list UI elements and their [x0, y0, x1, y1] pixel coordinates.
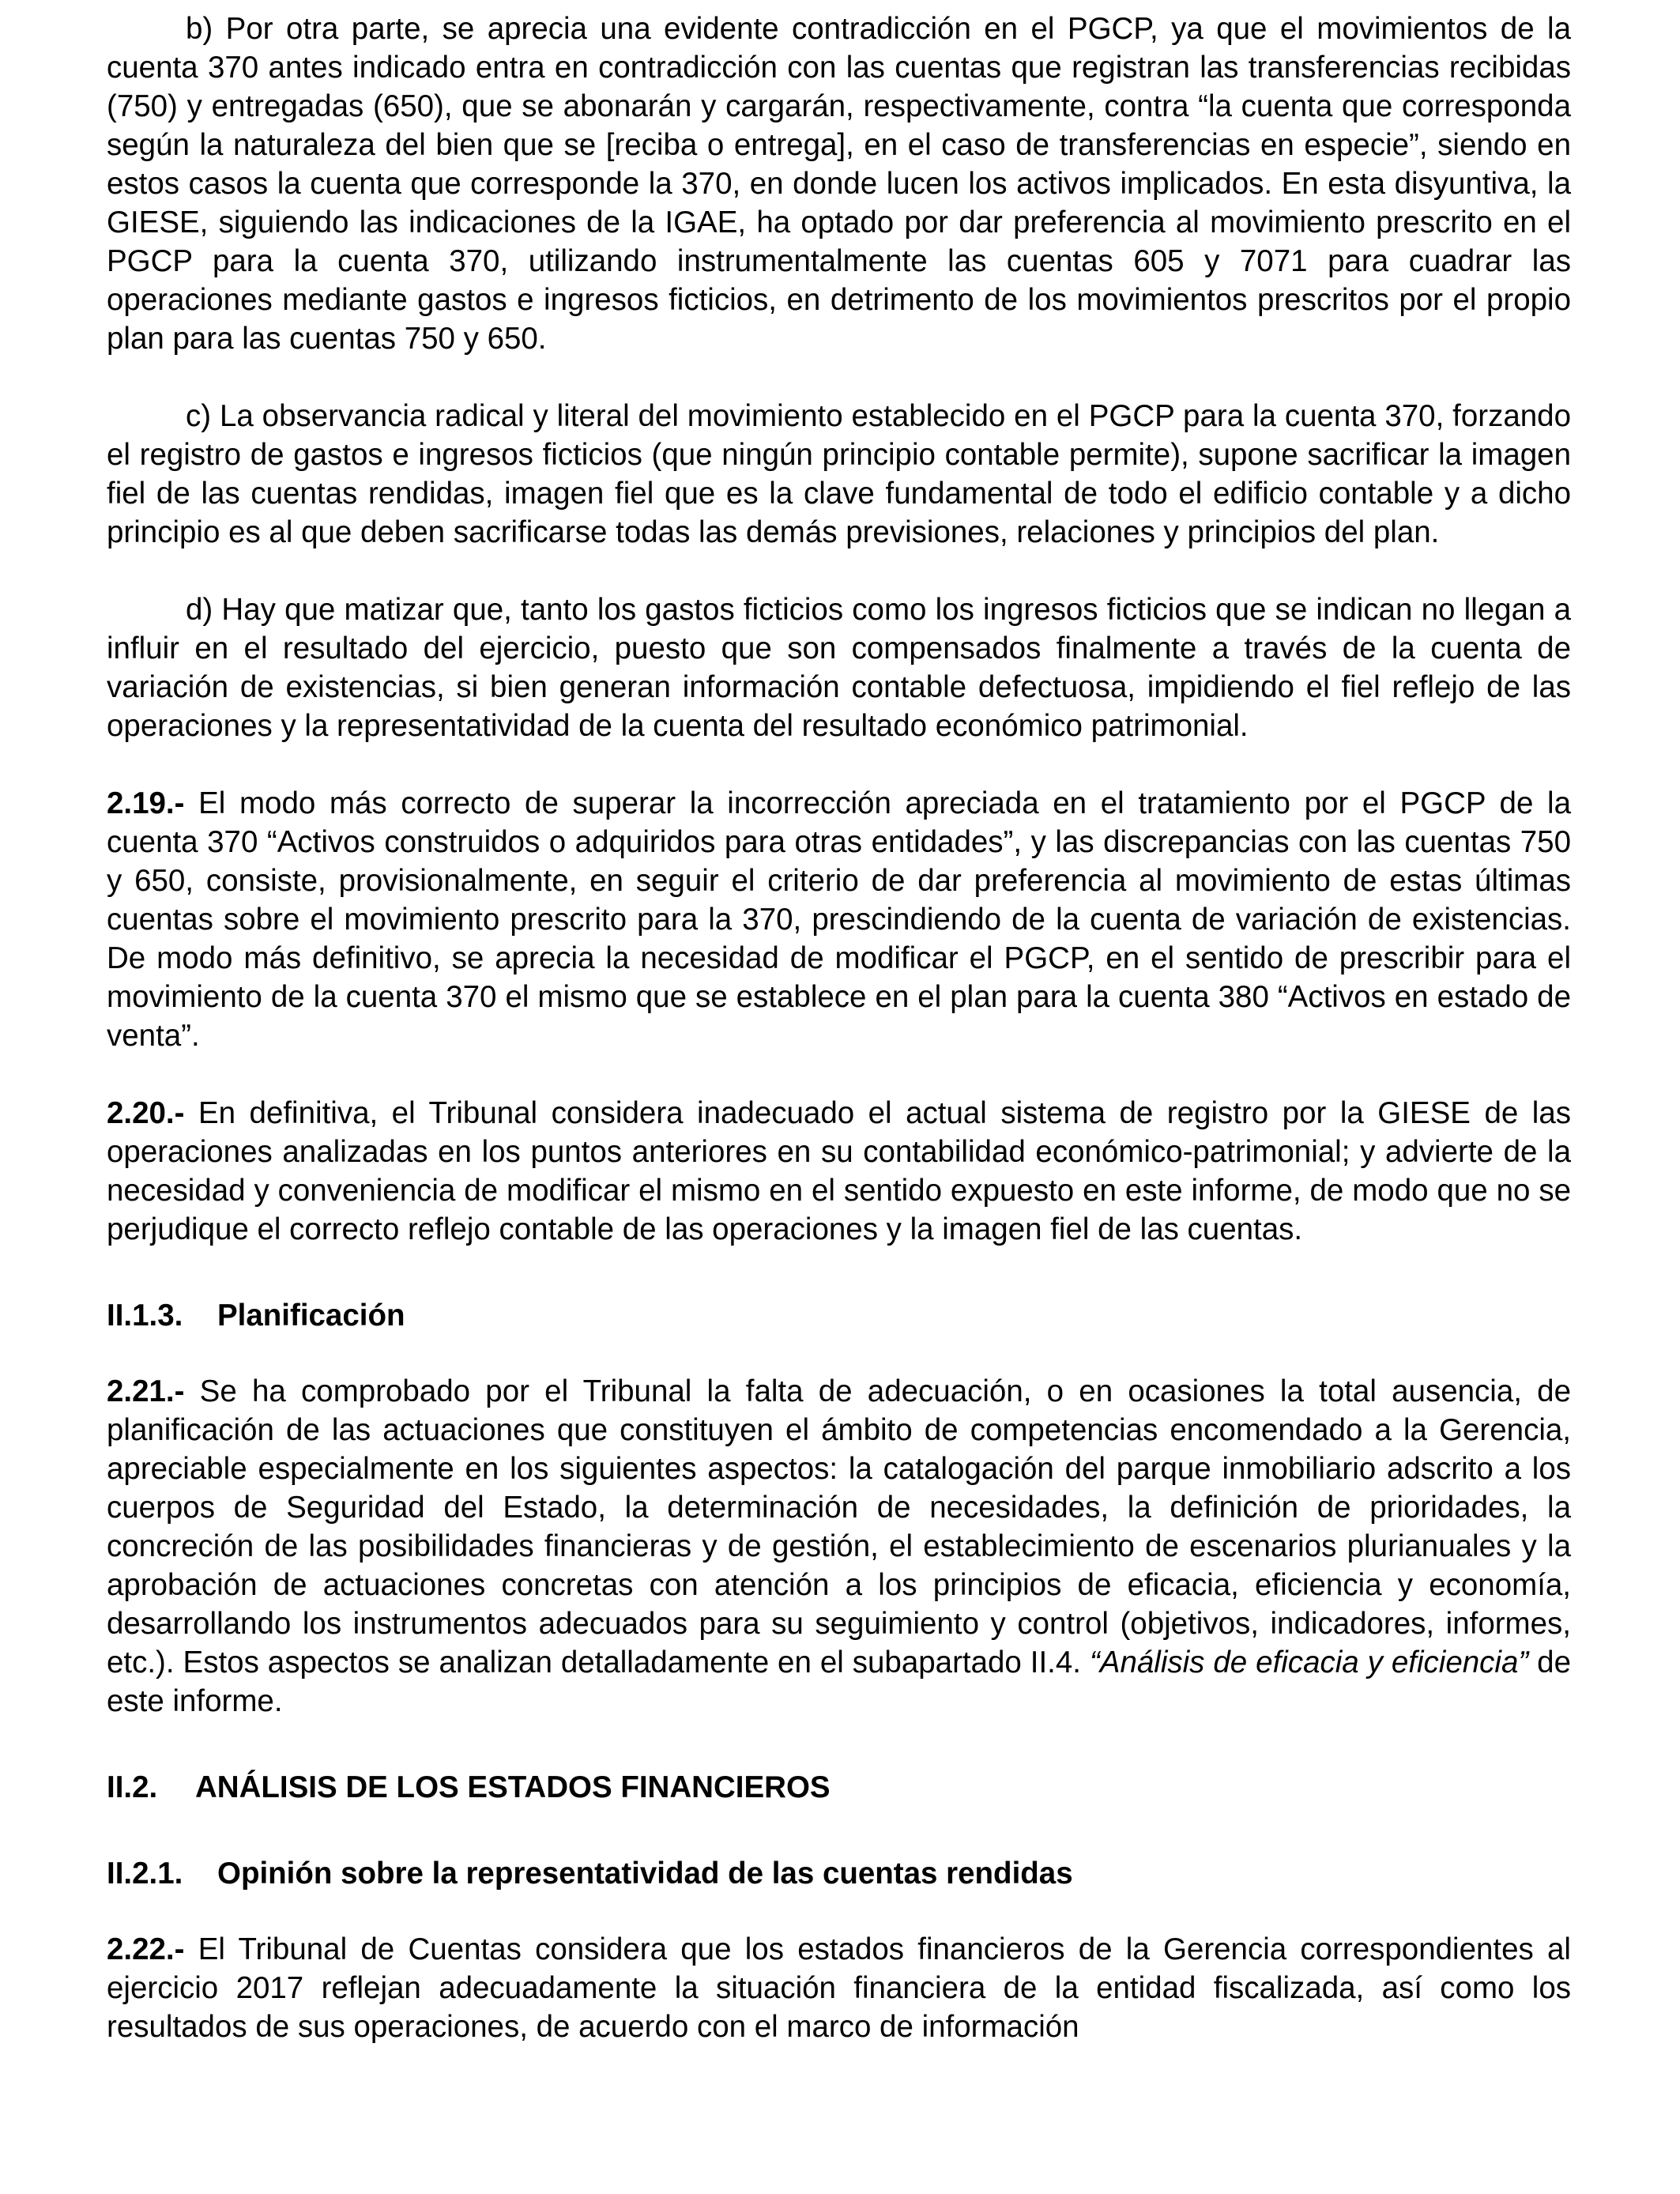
- paragraph-2-21: [107, 1372, 1571, 1721]
- paragraph-c-label: c): [186, 399, 212, 433]
- paragraph-c-text: La observancia radical y literal del movimiento establecido en el PGCP para la cuenta 370, forzando el registro de gastos e ingresos ficticios (que ningún principio contable permite), supone sacrificar la imagen fiel de las cuentas rendidas, imagen fiel que es la clave fundamental de todo el edificio contable y a dicho principio es al que deben sacrificarse todas las demás previsiones, relaciones y principios del plan.: [107, 399, 1571, 549]
- paragraph-d: [107, 590, 1571, 745]
- heading-ii-2-1-number: II.2.1.: [107, 1857, 183, 1891]
- heading-ii-1-3-title: Planificación: [217, 1299, 405, 1333]
- paragraph-2-21-italic-text: “Análisis de eficacia y eficiencia”: [1080, 1646, 1529, 1679]
- paragraph-d-text: Hay que matizar que, tanto los gastos ficticios como los ingresos ficticios que se indican no llegan a influir en el resultado del ejercicio, puesto que son compensados finalmente a través de la cuenta de variación de existencias, si bien generan información contable defectuosa, impidiendo el fiel reflejo de las operaciones y la representatividad de la cuenta del resultado económico patrimonial.: [107, 593, 1571, 743]
- paragraph-d-label: d): [186, 593, 213, 627]
- paragraph-2-20-number: 2.20.-: [107, 1096, 185, 1130]
- heading-ii-1-3-number: II.1.3.: [107, 1299, 183, 1333]
- paragraph-b: [107, 9, 1571, 358]
- heading-ii-2-title: ANÁLISIS DE LOS ESTADOS FINANCIEROS: [195, 1770, 831, 1804]
- paragraph-b-label: b): [186, 12, 213, 46]
- paragraph-2-21-text: Se ha comprobado por el Tribunal la falta de adecuación, o en ocasiones la total ausencia, de planificación de las actuaciones que constituyen el ámbito de competencias encomendado a la Gerencia, apreciable especialmente en los siguientes aspectos: la catalogación del parque inmobiliario adscrito a los cuerpos de Seguridad del Estado, la determinación de necesidades, la definición de prioridades, la concreción de las posibilidades financieras y de gestión, el establecimiento de escenarios plurianuales y la aprobación de actuaciones concretas con atención a los principios de eficacia, eficiencia y economía, desarrollando los instrumentos adecuados para su seguimiento y control (objetivos, indicadores, informes, etc.). Estos aspectos se analizan detalladamente en el subapartado II.4.: [107, 1374, 1571, 1679]
- heading-ii-2-1-title: Opinión sobre la representatividad de las cuentas rendidas: [217, 1857, 1073, 1891]
- heading-ii-2: [107, 1768, 1571, 1807]
- paragraph-2-19-text: El modo más correcto de superar la incorrección apreciada en el tratamiento por el PGCP de la cuenta 370 “Activos construidos o adquiridos para otras entidades”, y las discrepancias con las cuentas 750 y 650, consiste, provisionalmente, en seguir el criterio de dar preferencia al movimiento de estas últimas cuentas sobre el movimiento prescrito para la 370, prescindiendo de la cuenta de variación de existencias. De modo más definitivo, se aprecia la necesidad de modificar el PGCP, en el sentido de prescribir para el movimiento de la cuenta 370 el mismo que se establece en el plan para la cuenta 380 “Activos en estado de venta”.: [107, 786, 1571, 1053]
- paragraph-2-22: [107, 1930, 1571, 2046]
- paragraph-2-19-number: 2.19.-: [107, 786, 185, 820]
- paragraph-b-text: Por otra parte, se aprecia una evidente contradicción en el PGCP, ya que el movimientos de la cuenta 370 antes indicado entra en contradicción con las cuentas que registran las transferencias recibidas (750) y entregadas (650), que se abonarán y cargarán, respectivamente, contra “la cuenta que corresponda según la naturaleza del bien que se [reciba o entrega], en el caso de transferencias en especie”, siendo en estos casos la cuenta que corresponde la 370, en donde lucen los activos implicados. En esta disyuntiva, la GIESE, siguiendo las indicaciones de la IGAE, ha optado por dar preferencia al movimiento prescrito en el PGCP para la cuenta 370, utilizando instrumentalmente las cuentas 605 y 7071 para cuadrar las operaciones mediante gastos e ingresos ficticios, en detrimento de los movimientos prescritos por el propio plan para las cuentas 750 y 650.: [107, 12, 1571, 356]
- paragraph-2-19: [107, 784, 1571, 1055]
- paragraph-2-20: [107, 1094, 1571, 1249]
- paragraph-2-22-text: El Tribunal de Cuentas considera que los estados financieros de la Gerencia correspondientes al ejercicio 2017 reflejan adecuadamente la situación financiera de la entidad fiscalizada, así como los resultados de sus operaciones, de acuerdo con el marco de información: [107, 1932, 1571, 2044]
- document-page: [107, 9, 1571, 2046]
- paragraph-2-21-number: 2.21.-: [107, 1374, 185, 1408]
- paragraph-2-22-number: 2.22.-: [107, 1932, 185, 1966]
- heading-ii-1-3: [107, 1296, 1571, 1335]
- paragraph-2-20-text: En definitiva, el Tribunal considera inadecuado el actual sistema de registro por la GIESE de las operaciones analizadas en los puntos anteriores en su contabilidad económico-patrimonial; y advierte de la necesidad y conveniencia de modificar el mismo en el sentido expuesto en este informe, de modo que no se perjudique el correcto reflejo contable de las operaciones y la imagen fiel de las cuentas.: [107, 1096, 1571, 1246]
- paragraph-c: [107, 397, 1571, 552]
- heading-ii-2-1: [107, 1854, 1571, 1893]
- paragraph-2-21-tail-text: de este informe.: [107, 1646, 1571, 1718]
- heading-ii-2-number: II.2.: [107, 1770, 158, 1804]
